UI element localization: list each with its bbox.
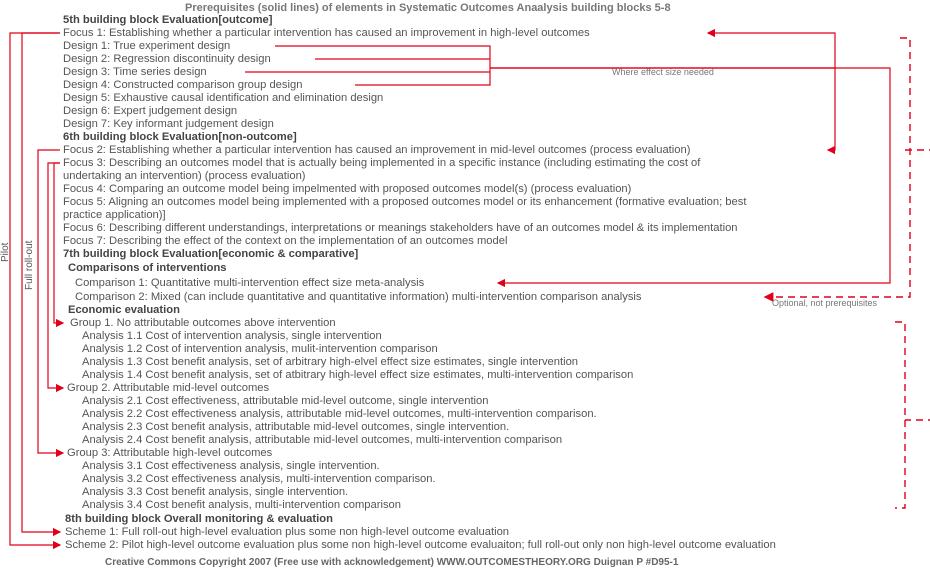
design-2: Design 2: Regression discontinuity design [63,53,271,65]
focus7: Focus 7: Describing the effect of the context on the implementation of an outcomes model [63,235,508,247]
analysis-3-4: Analysis 3.4 Cost benefit analysis, multi-intervention comparison [82,499,401,511]
block7-heading: 7th building block Evaluation[economic & comparative] [63,248,359,260]
comparison1: Comparison 1: Quantitative multi-intervention effect size meta-analysis [75,277,425,289]
design-1: Design 1: True experiment design [63,40,231,52]
focus4: Focus 4: Comparing an outcome model being impelmented with proposed outcomes model(s) (process evaluation) [63,183,632,195]
analysis-2-2: Analysis 2.2 Cost effectiveness analysis, attributable mid-level outcomes, multi-intervention comparison. [82,408,597,420]
optional-bracket-mid [905,150,930,420]
design-5: Design 5: Exhaustive causal identification and elimination design [63,92,384,104]
design-link-4 [355,72,490,85]
analysis-2-1: Analysis 2.1 Cost effectiveness, attributable mid-level outcome, single intervention [82,395,489,407]
scheme1: Scheme 1: Full roll-out high-level evaluation plus some non high-level outcome evaluation [65,526,510,538]
analysis-2-4: Analysis 2.4 Cost benefit analysis, attributable mid-level outcomes, multi-intervention comparison [82,434,563,446]
footer-copyright: Creative Commons Copyright 2007 (Free use with acknowledgement) WWW.OUTCOMESTHEORY.ORG Duignan P #D95-1 [105,557,679,568]
analysis-3-2: Analysis 3.2 Cost effectiveness analysis, multi-intervention comparison. [82,473,436,485]
block6-heading: 6th building block Evaluation[non-outcome] [63,131,297,143]
design-to-focus1 [708,33,835,68]
effect-size-note: Where effect size needed [612,67,714,77]
economic-heading: Economic evaluation [68,304,180,316]
analysis-3-3: Analysis 3.3 Cost benefit analysis, single intervention. [82,486,349,498]
block8-heading: 8th building block Overall monitoring & evaluation [65,513,333,525]
page-title: Prerequisites (solid lines) of elements in Systematic Outcomes Anaalysis building blocks 5-8 [185,2,671,14]
focus1: Focus 1: Establishing whether a particular intervention has caused an improvement in high-level outcomes [63,27,590,39]
pilot-label: Pilot [0,242,11,262]
design-to-comparison1 [490,68,890,283]
focus3-line1: Focus 3: Describing an outcomes model that is actually being implemented in a specific instance (including estimating the cost of [63,157,701,169]
block5-heading: 5th building block Evaluation[outcome] [63,14,273,26]
design-6: Design 6: Expert judgement design [63,105,238,117]
analysis-2-3: Analysis 2.3 Cost benefit analysis, attributable mid-level outcomes, single intervention. [82,421,510,433]
focus3-line2: undertaking an intervention) (process evaluation) [63,170,306,182]
design-to-right [490,68,835,150]
scheme2: Scheme 2: Pilot high-level outcome evaluation plus some non high-level outcome evaluaiton; full roll-out only non high-level outcome evaluation [65,539,776,551]
focus3b-bracket [54,163,63,323]
comparisons-heading: Comparisons of interventions [68,262,227,274]
focus2: Focus 2: Establishing whether a particular intervention has caused an improvement in mid-level outcomes (process evaluation) [63,144,691,156]
design-4: Design 4: Constructed comparison group design [63,79,303,91]
full-rollout-label: Full roll-out [24,240,35,290]
optional-note: Optional, not prerequisites [772,298,878,308]
analysis-1-3: Analysis 1.3 Cost benefit analysis, set of arbitrary high-elvel effect size estimates, single intervention [82,356,579,368]
group2: Group 2. Attributable mid-level outcomes [67,382,270,394]
group3: Group 3: Attributable high-level outcomes [67,447,273,459]
design-7: Design 7: Key informant judgement design [63,118,274,130]
analysis-1-4: Analysis 1.4 Cost benefit analysis, set of atbitrary high-level effect size estimates, multi-intervention comparison [82,369,634,381]
focus5-line2: practice application)] [63,209,166,221]
optional-bracket-low [895,322,905,508]
optional-bracket-right [765,38,910,297]
focus5-line1: Focus 5: Aligning an outcomes model being implemented with a proposed outcomes model or its enhancement (formative evaluation; best [63,196,747,208]
analysis-3-1: Analysis 3.1 Cost effectiveness analysis, single intervention. [82,460,380,472]
analysis-1-2: Analysis 1.2 Cost of intervention analysis, mulit-intervention comparison [82,343,438,355]
pilot-bracket [10,33,60,545]
group1: Group 1. No attributable outcomes above intervention [70,317,336,329]
comparison2: Comparison 2: Mixed (can include quantitative and quantitative information) multi-intervention comparison analysis [75,291,642,303]
focus6: Focus 6: Describing different understandings, interpretations or meanings stakeholders have of an outcomes model & its implementation [63,222,738,234]
focus3-bracket [48,163,63,388]
analysis-1-1: Analysis 1.1 Cost of intervention analysis, single intervention [82,330,382,342]
design-3: Design 3: Time series design [63,66,207,78]
focus2-bracket [38,150,63,453]
